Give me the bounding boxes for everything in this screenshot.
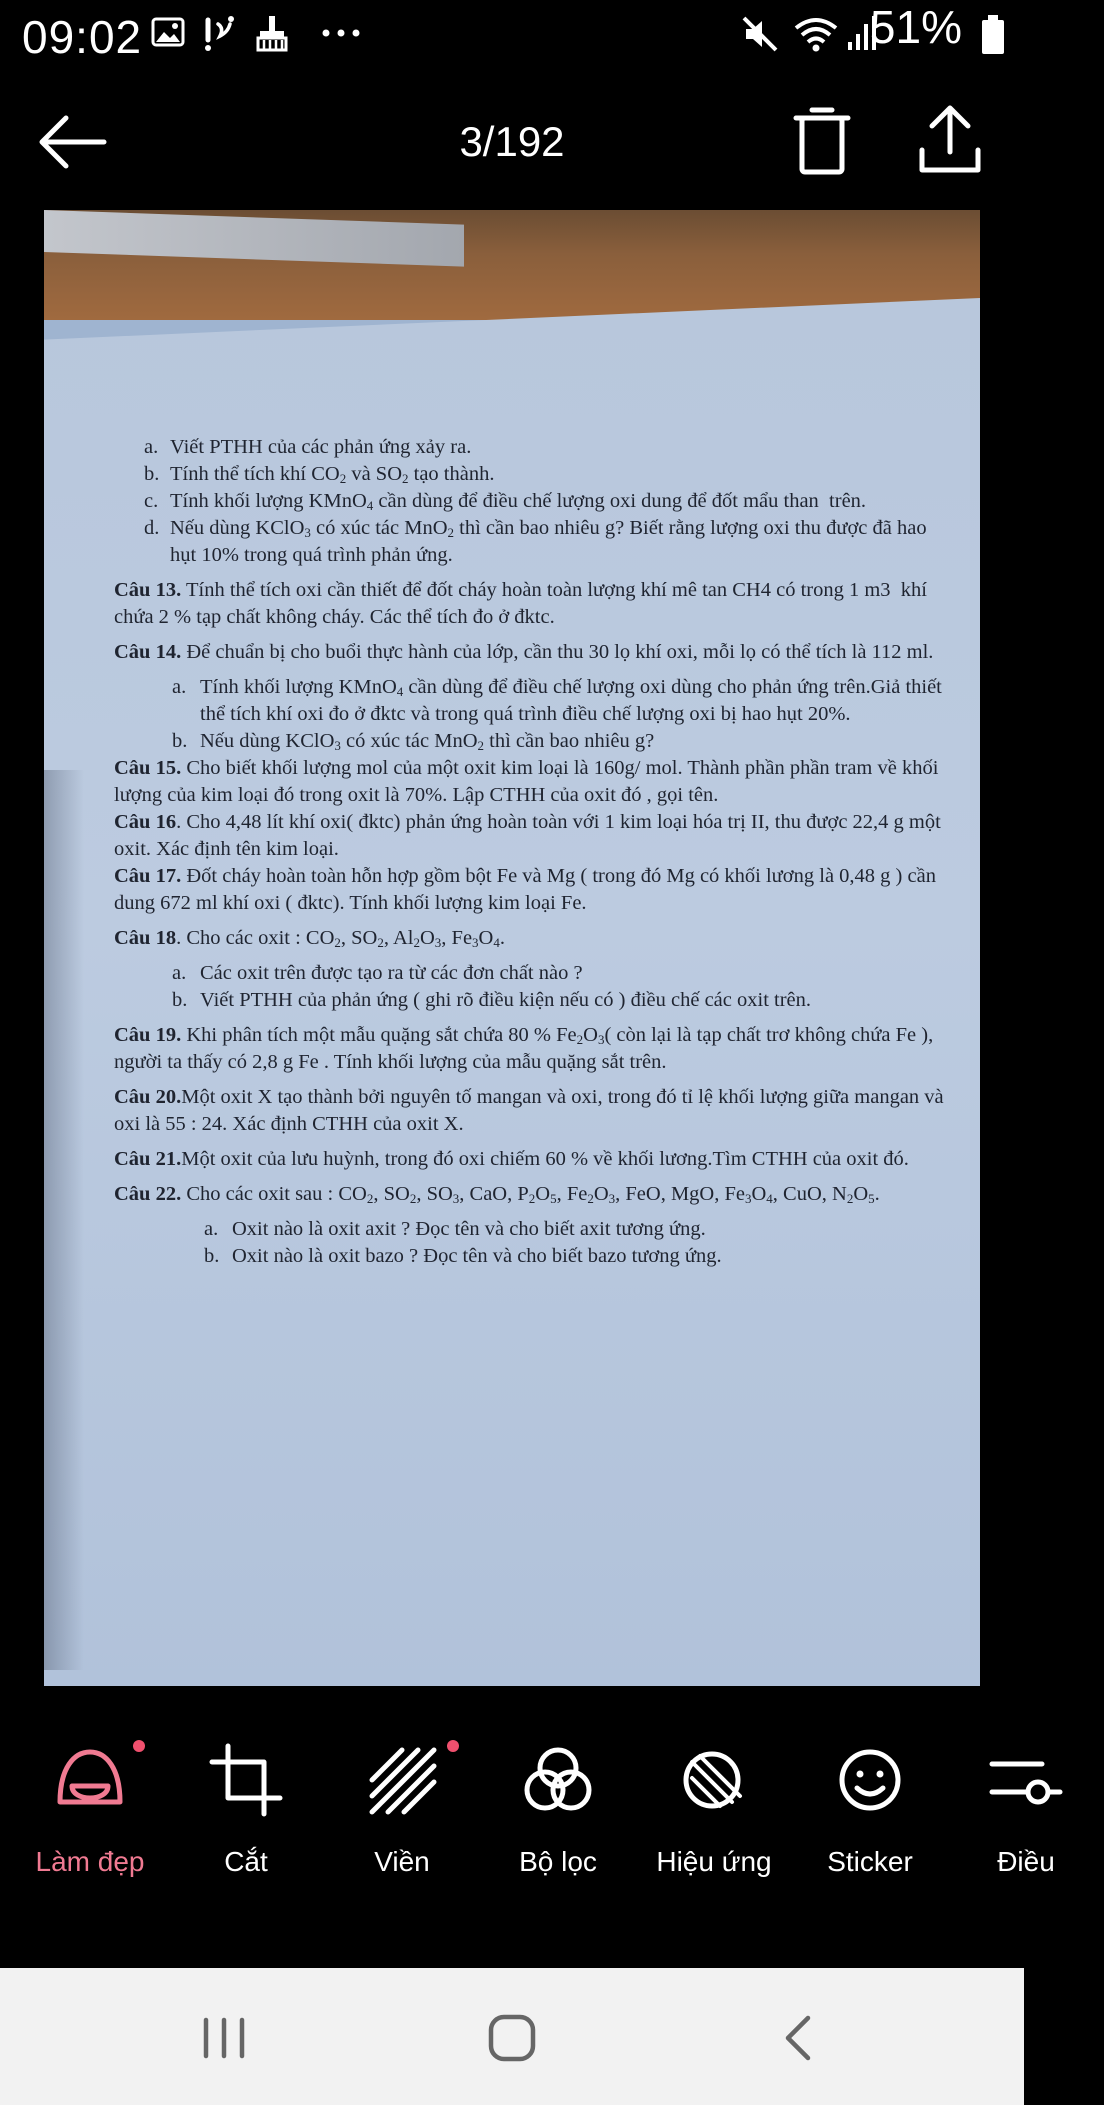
wifi-icon [792,14,840,54]
item-text: Viết PTHH của phản ứng ( ghi rõ điều kiện nếu có ) điều chế các oxit trên. [200,989,812,1011]
question [114,755,954,809]
status-bar [0,0,1024,72]
trash-icon[interactable] [790,104,854,176]
tool-label: Làm đẹp [35,1846,145,1877]
new-badge-dot [447,1740,459,1752]
paragraph-gap [114,631,954,639]
question [114,1146,954,1173]
sub-item [114,674,954,728]
sub-item [114,1243,954,1270]
question [114,639,954,666]
question-text: Để chuẩn bị cho buổi thực hành của lớp, cần thu 30 lọ khí oxi, mỗi lọ có thể tích là 112 ml. [181,641,934,663]
tool-label: Bộ lọc [519,1846,597,1877]
item-text: Tính thể tích khí $CO_2$ và $SO_2$ tạo thành. [170,463,495,486]
item-text: Nếu dùng KClO$_3$ có xúc tác MnO$_2$ thì cần bao nhiêu g? [200,730,655,753]
item-text: Tính khối lượng KMnO$_4$ cần dùng để điều chế lượng oxi dung để đốt mẩu than trên. [170,490,867,513]
question [114,1084,954,1138]
app-bar [0,72,1024,212]
tool-label: Cắt [224,1846,268,1877]
tool-label: Sticker [827,1846,913,1877]
status-time: 09:02 [22,11,143,63]
sub-item [114,515,954,569]
tool-label: Viền [374,1846,430,1877]
sub-item [114,488,954,515]
item-marker: d. [144,517,160,539]
notification-icon [198,14,238,54]
item-text: Viết PTHH của các phản ứng xảy ra. [170,436,472,458]
battery-percent: 51% [869,1,962,53]
filter-icon [480,1740,636,1820]
beauty-icon [12,1740,168,1820]
item-text: Oxit nào là oxit bazo ? Đọc tên và cho biết bazo tương ứng. [232,1245,722,1267]
question-text: Cho các oxit sau : $CO_2$, $SO_2$, $SO_3$, CaO, $P_2O_5$, $Fe_2O_3$, FeO, MgO, $Fe_3O_4$, CuO, $N_2O_5$. [181,1183,880,1206]
question [114,925,954,952]
effects-icon [636,1740,792,1820]
tool-label: Hiệu ứng [656,1846,772,1877]
paragraph-gap [114,917,954,925]
question-text: Tính thể tích oxi cần thiết để đốt cháy hoàn toàn lượng khí mê tan CH4 có trong 1 m3 khí chứa 2 % tạp chất không cháy. Các thể tích đo ở đktc. [114,579,927,628]
tool-sticker[interactable] [792,1740,948,1878]
edit-toolbar [0,1700,1055,1968]
page-counter: 3/192 [459,118,565,165]
sub-item [114,461,954,488]
question [114,863,954,917]
sub-item [114,987,954,1014]
tool-label: Điều [997,1846,1055,1877]
paragraph-gap [114,666,954,674]
tool-crop[interactable] [168,1740,324,1878]
back-arrow-icon[interactable] [36,112,108,172]
question-text: Một oxit của lưu huỳnh, trong đó oxi chiếm 60 % về khối lương.Tìm CTHH của oxit đó. [181,1148,909,1170]
item-marker: b. [144,463,160,485]
battery-icon [980,14,1006,56]
question [114,577,954,631]
paragraph-gap [114,569,954,577]
mute-icon [740,14,780,54]
question-label: Câu 19. [114,1024,182,1046]
item-marker: b. [172,730,188,752]
recent-apps-icon[interactable] [194,2012,254,2064]
more-icon [320,26,362,40]
paragraph-gap [114,952,954,960]
item-marker: a. [172,962,187,984]
paragraph-gap [114,1076,954,1084]
question-label: Câu 14. [114,641,182,663]
question-label: Câu 20. [114,1086,182,1108]
paragraph-gap [114,1138,954,1146]
question-label: Câu 18 [114,927,177,949]
item-text: Các oxit trên được tạo ra từ các đơn chất nào ? [200,962,583,984]
question-text: . Cho 4,48 lít khí oxi( đktc) phản ứng hoàn toàn với 1 kim loại hóa trị II, thu được 22,4 g một oxit. Xác định tên kim loại. [114,811,941,860]
item-marker: a. [204,1218,219,1240]
navigation-bar [0,1968,1024,2105]
photo-preview[interactable] [44,210,980,1686]
paragraph-gap [114,1208,954,1216]
paragraph-gap [114,1173,954,1181]
new-badge-dot [133,1740,145,1752]
cleaner-icon [252,14,292,54]
question-label: Câu 21. [114,1148,182,1170]
tool-adjust[interactable] [948,1740,1104,1878]
item-text: Oxit nào là oxit axit ? Đọc tên và cho biết axit tương ứng. [232,1218,706,1240]
item-marker: a. [144,436,159,458]
home-icon[interactable] [482,2012,542,2064]
sub-item [114,960,954,987]
item-marker: b. [204,1245,220,1267]
border-icon [324,1740,480,1820]
sub-item [114,728,954,755]
crop-icon [168,1740,324,1820]
question-label: Câu 16 [114,811,177,833]
tool-filter[interactable] [480,1740,636,1878]
share-icon[interactable] [918,102,982,176]
question-label: Câu 13. [114,579,182,601]
question-label: Câu 17. [114,865,182,887]
document-text [114,434,954,1270]
back-icon[interactable] [770,2012,830,2064]
item-text: Tính khối lượng KMnO$_4$ cần dùng để điều chế lượng oxi dùng cho phản ứng trên.Giả thiết thể tích khí oxi đo ở đktc và trong quá trình điều chế lượng oxi bị hao hụt 20%. [200,676,942,725]
adjust-icon [948,1740,1104,1820]
sticker-icon [792,1740,948,1820]
item-text: Nếu dùng KClO$_3$ có xúc tác MnO$_2$ thì cần bao nhiêu g? Biết rằng lượng oxi thu được đã hao hụt 10% trong quá trình phản ứng. [170,517,927,566]
question [114,1181,954,1208]
item-marker: a. [172,676,187,698]
question-text: . Cho các oxit : $CO_2$, $SO_2$, $Al_2O_3$, $Fe_3O_4$. [176,927,505,950]
question-text: Một oxit X tạo thành bởi nguyên tố mangan và oxi, trong đó tỉ lệ khối lượng giữa mangan và oxi là 55 : 24. Xác định CTHH của oxit X. [114,1086,944,1135]
tool-beauty[interactable] [12,1740,168,1878]
question [114,1022,954,1076]
item-marker: c. [144,490,159,512]
sub-item [114,1216,954,1243]
question [114,809,954,863]
item-marker: b. [172,989,188,1011]
question-text: Khi phân tích một mẫu quặng sắt chứa 80 % $Fe_2O_3$( còn lại là tạp chất trơ không chứa Fe ), người ta thấy có 2,8 g Fe . Tính khối lượng của mẫu quặng sắt trên. [114,1024,934,1073]
question-text: Đốt cháy hoàn toàn hỗn hợp gồm bột Fe và Mg ( trong đó Mg có khối lương là 0,48 g ) cần dung 672 ml khí oxi ( đktc). Tính khối lượng kim loại Fe. [114,865,936,914]
question-label: Câu 22. [114,1183,182,1205]
question-label: Câu 15. [114,757,182,779]
paper-shadow [44,770,84,1670]
paragraph-gap [114,1014,954,1022]
tool-border[interactable] [324,1740,480,1878]
sub-item [114,434,954,461]
image-icon [150,14,186,50]
tool-effects[interactable] [636,1740,792,1878]
question-text: Cho biết khối lượng mol của một oxit kim loại là 160g/ mol. Thành phần phần tram về khối lượng của kim loại đó trong oxit là 70%. Lập CTHH của oxit đó , gọi tên. [114,757,939,806]
